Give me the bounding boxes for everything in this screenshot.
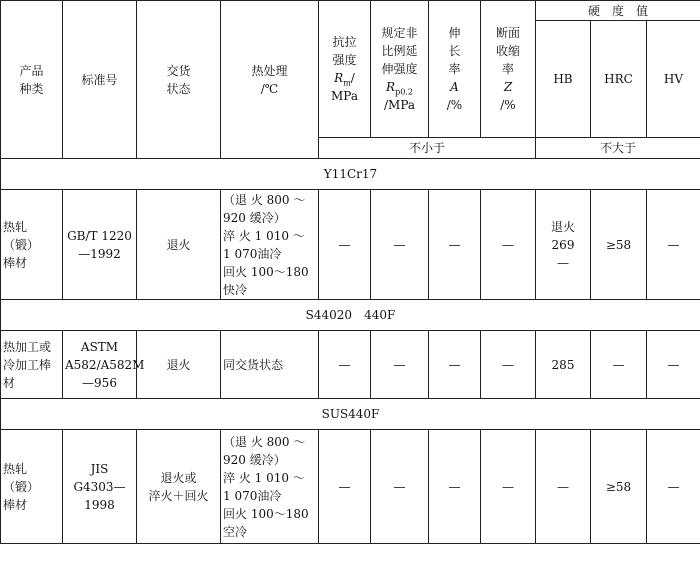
cell-elongation: —	[429, 190, 481, 300]
header-standard-no: 标准号	[63, 1, 137, 159]
cell-standard: JIS G4303—1998	[63, 430, 137, 544]
cell-hv: —	[647, 331, 700, 399]
cell-hv: —	[647, 190, 700, 300]
grade-row	[1, 399, 700, 430]
cell-tensile: —	[319, 331, 371, 399]
header-elongation: 伸 长 率 A /%	[429, 1, 481, 138]
cell-hb: —	[536, 430, 591, 544]
header-heat-treatment: 热处理 /℃	[221, 1, 319, 159]
cell-tensile: —	[319, 190, 371, 300]
grade-label: S44020 440F	[1, 300, 700, 331]
header-delivery-state: 交货 状态	[137, 1, 221, 159]
cell-tensile: —	[319, 430, 371, 544]
cell-hrc: ≥58	[591, 190, 647, 300]
table-row	[1, 190, 700, 300]
cell-elongation: —	[429, 430, 481, 544]
cell-elongation: —	[429, 331, 481, 399]
cell-product: 热轧（锻） 棒材	[1, 190, 63, 300]
cell-hb: 285	[536, 331, 591, 399]
cell-hrc: ≥58	[591, 430, 647, 544]
header-hardness: 硬 度 值	[536, 1, 700, 21]
cell-reduction: —	[481, 331, 536, 399]
header-reduction-of-area: 断面 收缩 率 Z /%	[481, 1, 536, 138]
table-row	[1, 430, 700, 544]
header-hv: HV	[647, 21, 700, 138]
header-product-type: 产品 种类	[1, 1, 63, 159]
header-tensile-strength: 抗拉 强度 $R_m/$ MPa	[319, 1, 371, 138]
grade-row	[1, 300, 700, 331]
cell-standard: ASTM A582/A582M —956	[63, 331, 137, 399]
table-row	[1, 331, 700, 399]
header-proof-strength: 规定非 比例延 伸强度 $R_{p0.2}$ /MPa	[371, 1, 429, 138]
cell-state: 退火或 淬火＋回火	[137, 430, 221, 544]
cell-reduction: —	[481, 190, 536, 300]
cell-reduction: —	[481, 430, 536, 544]
header-not-less-than: 不小于	[319, 138, 536, 159]
cell-proof: —	[371, 331, 429, 399]
cell-product: 热轧（锻） 棒材	[1, 430, 63, 544]
cell-heat-treatment: 同交货状态	[221, 331, 319, 399]
header-not-more-than: 不大于	[536, 138, 700, 159]
cell-hb: 退火 269 —	[536, 190, 591, 300]
cell-product: 热加工或 冷加工棒 材	[1, 331, 63, 399]
cell-proof: —	[371, 190, 429, 300]
header-row-1	[1, 1, 700, 21]
cell-heat-treatment: （退 火 800 ～ 920 缓冷） 淬 火 1 010 ～ 1 070油冷 回火 100～180 空冷	[221, 430, 319, 544]
grade-label: Y11Cr17	[1, 159, 700, 190]
cell-proof: —	[371, 430, 429, 544]
cell-hv: —	[647, 430, 700, 544]
grade-label: SUS440F	[1, 399, 700, 430]
cell-hrc: —	[591, 331, 647, 399]
cell-state: 退火	[137, 190, 221, 300]
cell-heat-treatment: （退 火 800 ～ 920 缓冷） 淬 火 1 010 ～ 1 070油冷 回火 100～180 快冷	[221, 190, 319, 300]
cell-standard: GB/T 1220 —1992	[63, 190, 137, 300]
cell-state: 退火	[137, 331, 221, 399]
grade-row	[1, 159, 700, 190]
header-hb: HB	[536, 21, 591, 138]
header-hrc: HRC	[591, 21, 647, 138]
